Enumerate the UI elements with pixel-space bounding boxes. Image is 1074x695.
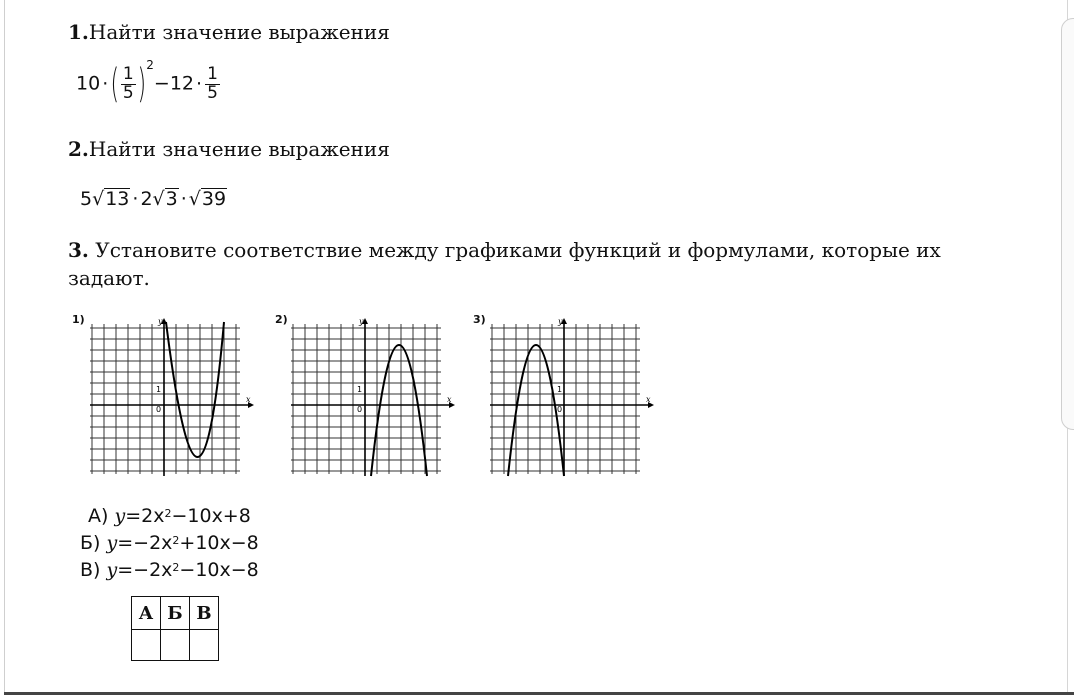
radicand-3: 39 (201, 188, 227, 210)
expr1-power: 2 (146, 58, 154, 72)
option-c (80, 557, 259, 584)
option-c-square: 2 (172, 561, 180, 574)
radicand-1: 13 (105, 188, 130, 210)
graph-3 (484, 316, 656, 480)
scrollbar-edge[interactable] (1061, 0, 1074, 695)
expr1-fraction-1 (121, 63, 136, 103)
option-b (80, 530, 259, 557)
task-3-title (68, 238, 941, 262)
task-2-title (68, 137, 390, 161)
expr2-coef-2: 2 (140, 188, 153, 210)
left-paren: ( (110, 61, 120, 107)
option-b-letter: Б) (80, 532, 101, 554)
answer-header-b: Б (161, 597, 190, 630)
option-a-rhs-a: =2x (125, 505, 165, 527)
option-c-rhs-b: −10x−8 (179, 559, 259, 581)
option-a-y: y (114, 505, 126, 527)
answer-cell-c[interactable] (190, 630, 219, 661)
expr1-fraction-2 (205, 63, 220, 103)
frac2-denominator: 5 (207, 82, 218, 103)
page-left-border (4, 0, 5, 695)
sqrt-13: √13 (92, 188, 130, 210)
graph-1-zero-label: 0 (156, 405, 162, 414)
graph-2-y-label: y (359, 317, 364, 326)
option-b-rhs-a: =−2x (117, 532, 173, 554)
answer-table-input-row (132, 630, 219, 661)
graph-3-x-label: x (646, 395, 651, 404)
graph-2 (285, 316, 457, 480)
option-b-square: 2 (172, 534, 180, 547)
sqrt-39: √39 (188, 188, 227, 210)
option-a (80, 503, 259, 530)
expr2-coef-1: 5 (80, 188, 93, 210)
graph-3-y-label: y (558, 317, 563, 326)
graph-1-y-label: y (158, 317, 163, 326)
frac1-numerator: 1 (122, 63, 134, 84)
task-1-number: 1. (68, 20, 89, 44)
graph-2-label: 2) (275, 313, 288, 326)
graph-1-one-label: 1 (156, 385, 162, 394)
answer-table (131, 596, 219, 661)
task-1-title (68, 20, 390, 44)
option-b-rhs-b: +10x−8 (179, 532, 259, 554)
answer-header-c: В (190, 597, 219, 630)
graph-1-curve (166, 322, 224, 457)
option-b-y: y (106, 532, 118, 554)
graph-2-zero-label: 0 (357, 405, 363, 414)
option-a-rhs-b: −10x+8 (171, 505, 251, 527)
option-a-letter: А) (88, 505, 109, 527)
radicand-2: 3 (165, 188, 178, 210)
answer-header-a: А (132, 597, 161, 630)
graph-2-one-label: 1 (357, 385, 363, 394)
answer-cell-b[interactable] (161, 630, 190, 661)
graph-1 (86, 316, 256, 480)
task-1-expression: 10 ·( $\frac{1}{5}$ )$^2$−12 · $\frac{1}{5}$ (76, 58, 218, 107)
graph-3-one-label: 1 (557, 385, 563, 394)
task-2-text: Найти значение выражения (88, 137, 390, 161)
graph-1-x-label: x (246, 395, 251, 404)
graph-2-x-label: x (447, 395, 452, 404)
task-3-text-line1: Установите соответствие между графиками функций и формулами, которые их (88, 238, 941, 262)
task-3-number: 3. (68, 238, 89, 262)
sqrt-3: √3 (152, 188, 178, 210)
answer-cell-a[interactable] (132, 630, 161, 661)
frac1-denominator: 5 (122, 82, 134, 103)
task-2-number: 2. (68, 137, 89, 161)
graph-2-curve (371, 345, 427, 476)
graph-1-label: 1) (72, 313, 85, 326)
task-2-expression: 5√13 · 2√3 · √39 (80, 188, 227, 210)
right-paren: ) (137, 61, 146, 107)
expr1-op: −12 (153, 72, 195, 95)
graph-3-zero-label: 0 (557, 405, 563, 414)
formula-options (80, 503, 259, 584)
frac2-numerator: 1 (207, 63, 218, 84)
option-c-y: y (106, 559, 118, 581)
option-a-square: 2 (164, 507, 172, 520)
option-c-rhs-a: =−2x (117, 559, 173, 581)
task-1-text: Найти значение выражения (88, 20, 390, 44)
option-c-letter: В) (80, 559, 101, 581)
expr1-coef: 10 (76, 72, 101, 95)
answer-table-header (132, 597, 219, 630)
scrollbar-thumb[interactable] (1061, 18, 1074, 430)
task-3-text-line2: задают. (68, 266, 150, 290)
graph-3-label: 3) (473, 313, 486, 326)
